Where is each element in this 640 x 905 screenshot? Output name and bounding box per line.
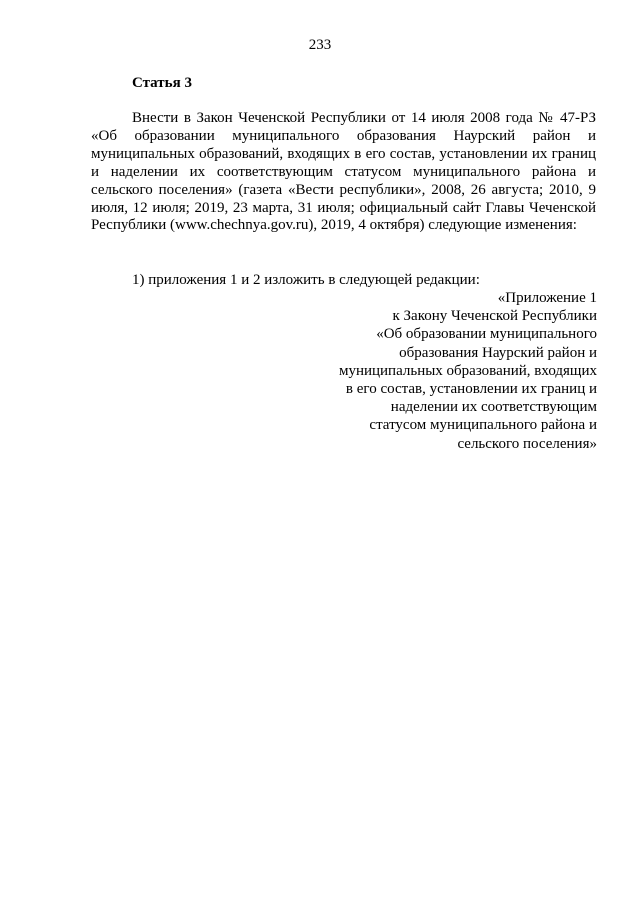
amendment-item-1: 1) приложения 1 и 2 изложить в следующей редакции:: [132, 272, 480, 288]
appendix-line: муниципальных образований, входящих: [338, 362, 597, 379]
appendix-header: [297, 289, 597, 453]
appendix-line: наделении их соответствующим: [390, 399, 597, 416]
page-number: 233: [308, 37, 332, 53]
article-paragraph: Внести в Закон Чеченской Республики от 14 июля 2008 года № 47-РЗ «Об образовании муниципального образования Наурский район и муниципальных образований, входящих в его состав, установлении их границ и наделении их соответствующим статусом муниципального района и сельского поселения» (газета «Вести республики», 2008, 26 августа; 2010, 9 июля, 12 июля; 2019, 23 марта, 31 июля; официальный сайт Главы Чеченской Республики (www.chechnya.gov.ru), 2019, 4 октября) следующие изменения:: [91, 110, 596, 234]
appendix-line: статусом муниципального района и: [369, 417, 597, 434]
appendix-line: образования Наурский район и: [399, 344, 597, 361]
appendix-line: в его состав, установлении их границ и: [345, 381, 597, 398]
article-heading: Статья 3: [132, 75, 192, 91]
appendix-line: «Об образовании муниципального: [376, 326, 597, 343]
appendix-line: к Закону Чеченской Республики: [392, 308, 597, 325]
appendix-line: «Приложение 1: [497, 290, 597, 306]
appendix-line: сельского поселения»: [457, 435, 597, 452]
